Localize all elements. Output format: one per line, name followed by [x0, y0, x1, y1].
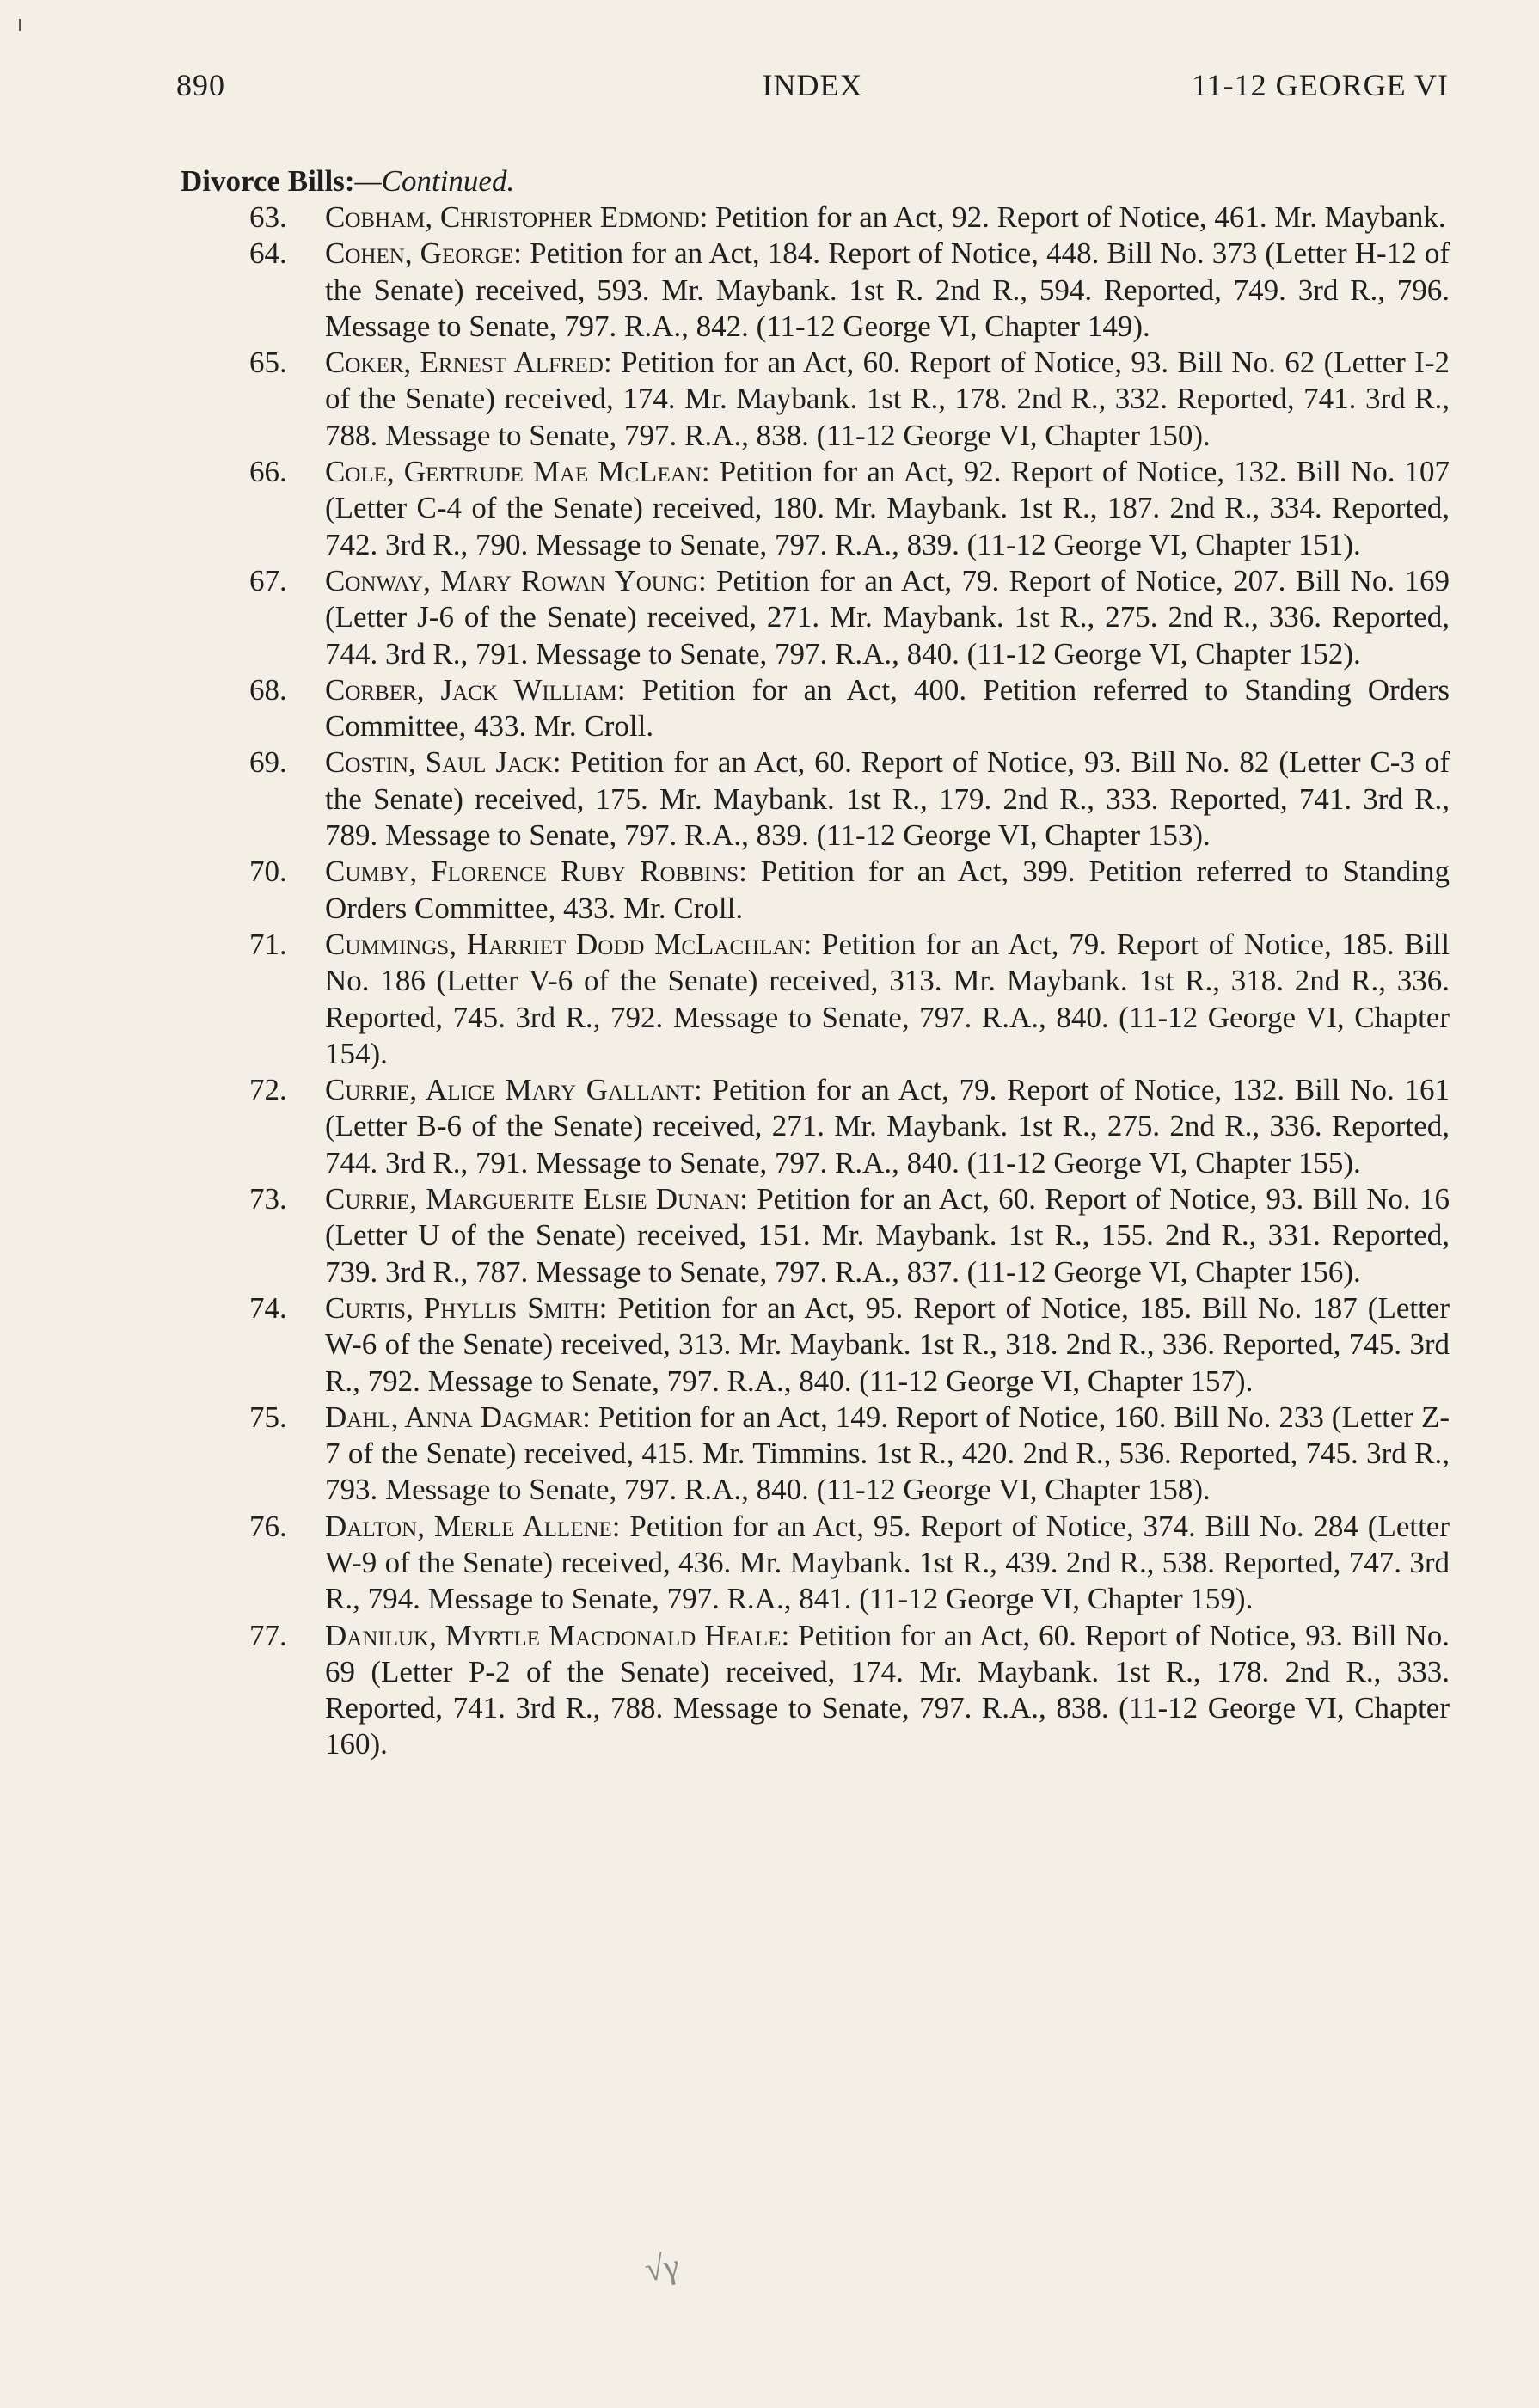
entry-text: : Petition for an Act, 184. Report of Notice, 448. Bill No. 373 (Letter H-12 of the Senate) received, 593. Mr. Maybank. 1st R. 2nd R., 594. Reported, 749. 3rd R., 796. Message to Senate, 797. R.A., 842. (11-12 George VI, Chapter 149).: [325, 236, 1450, 343]
entry-number: 65.: [249, 346, 287, 380]
entry-name: Costin, Saul Jack: [325, 745, 553, 780]
index-entry: [249, 1618, 1450, 1763]
entry-text: : Petition for an Act, 60. Report of Notice, 93. Bill No. 69 (Letter P-2 of the Senate) received, 174. Mr. Maybank. 1st R., 178. 2nd R., 333. Reported, 741. 3rd R., 788. Message to Senate, 797. R.A., 838. (11-12 George VI, Chapter 160).: [325, 1618, 1450, 1762]
entry-text: : Petition for an Act, 79. Report of Notice, 132. Bill No. 161 (Letter B-6 of the Senate) received, 271. Mr. Maybank. 1st R., 275. 2nd R., 336. Reported, 744. 3rd R., 791. Message to Senate, 797. R.A., 840. (11-12 George VI, Chapter 155).: [325, 1073, 1450, 1179]
index-entry: [249, 854, 1450, 927]
entry-name: Daniluk, Myrtle Macdonald Heale: [325, 1618, 782, 1652]
entry-text: : Petition for an Act, 399. Petition referred to Standing Orders Committee, 433. Mr. Croll.: [325, 855, 1450, 925]
index-entry: [249, 672, 1450, 745]
index-entry: [249, 1181, 1450, 1290]
entry-name: Corber, Jack William: [325, 672, 617, 707]
entry-number: 63.: [249, 200, 287, 234]
index-entry: [249, 1072, 1450, 1181]
entry-number: 68.: [249, 672, 287, 707]
entry-name: Cohen, George: [325, 236, 514, 271]
entry-text: : Petition for an Act, 95. Report of Notice, 374. Bill No. 284 (Letter W-9 of the Senate) received, 436. Mr. Maybank. 1st R., 439. 2nd R., 538. Reported, 747. 3rd R., 794. Message to Senate, 797. R.A., 841. (11-12 George VI, Chapter 159).: [325, 1509, 1450, 1616]
entry-text: : Petition for an Act, 60. Report of Notice, 93. Bill No. 16 (Letter U of the Senate) received, 151. Mr. Maybank. 1st R., 155. 2nd R., 331. Reported, 739. 3rd R., 787. Message to Senate, 797. R.A., 837. (11-12 George VI, Chapter 156).: [325, 1182, 1450, 1289]
entry-number: 76.: [249, 1509, 287, 1543]
index-entry-list: [249, 199, 1450, 1763]
section-heading: [181, 163, 514, 199]
page-number: 890: [176, 68, 225, 102]
entry-text: : Petition for an Act, 95. Report of Notice, 185. Bill No. 187 (Letter W-6 of the Senate) received, 313. Mr. Maybank. 1st R., 318. 2nd R., 336. Reported, 745. 3rd R., 792. Message to Senate, 797. R.A., 840. (11-12 George VI, Chapter 157).: [325, 1290, 1450, 1398]
index-entry: [249, 454, 1450, 563]
index-entry: [249, 236, 1450, 345]
index-entry: [249, 345, 1450, 454]
entry-number: 73.: [249, 1182, 287, 1216]
index-entry: [249, 927, 1450, 1072]
entry-name: Cumby, Florence Ruby Robbins: [325, 855, 739, 889]
handwritten-mark: √γ: [642, 2246, 682, 2289]
index-entry: [249, 563, 1450, 672]
entry-text: : Petition for an Act, 92. Report of Notice, 132. Bill No. 107 (Letter C-4 of the Senate) received, 180. Mr. Maybank. 1st R., 187. 2nd R., 334. Reported, 742. 3rd R., 790. Message to Senate, 797. R.A., 839. (11-12 George VI, Chapter 151).: [325, 455, 1450, 561]
entry-text: : Petition for an Act, 60. Report of Notice, 93. Bill No. 82 (Letter C-3 of the Senate) received, 175. Mr. Maybank. 1st R., 179. 2nd R., 333. Reported, 741. 3rd R., 789. Message to Senate, 797. R.A., 839. (11-12 George VI, Chapter 153).: [325, 745, 1450, 853]
entry-name: Cole, Gertrude Mae McLean: [325, 455, 702, 489]
entry-name: Conway, Mary Rowan Young: [325, 563, 698, 597]
entry-text: : Petition for an Act, 92. Report of Notice, 461. Mr. Maybank.: [699, 200, 1446, 234]
entry-name: Currie, Marguerite Elsie Dunan: [325, 1182, 740, 1216]
section-continued: —Continued.: [354, 164, 515, 198]
entry-number: 70.: [249, 855, 287, 889]
entry-name: Cobham, Christopher Edmond: [325, 200, 700, 234]
entry-text: : Petition for an Act, 149. Report of Notice, 160. Bill No. 233 (Letter Z-7 of the Senate) received, 415. Mr. Timmins. 1st R., 420. 2nd R., 536. Reported, 745. 3rd R., 793. Message to Senate, 797. R.A., 840. (11-12 George VI, Chapter 158).: [325, 1400, 1450, 1507]
entry-name: Curtis, Phyllis Smith: [325, 1290, 599, 1325]
entry-number: 66.: [249, 455, 287, 489]
index-entry: [249, 1400, 1450, 1509]
index-entry: [249, 1509, 1450, 1618]
section-title: Divorce Bills:: [181, 164, 355, 198]
entry-name: Coker, Ernest Alfred: [325, 346, 604, 380]
entry-name: Dahl, Anna Dagmar: [325, 1400, 583, 1434]
index-entry: [249, 199, 1450, 236]
entry-text: : Petition for an Act, 79. Report of Notice, 185. Bill No. 186 (Letter V-6 of the Senate) received, 313. Mr. Maybank. 1st R., 318. 2nd R., 336. Reported, 745. 3rd R., 792. Message to Senate, 797. R.A., 840. (11-12 George VI, Chapter 154).: [325, 927, 1450, 1070]
entry-text: : Petition for an Act, 400. Petition referred to Standing Orders Committee, 433. Mr. Croll.: [325, 672, 1450, 744]
entry-name: Currie, Alice Mary Gallant: [325, 1073, 695, 1107]
entry-name: Dalton, Merle Allene: [325, 1509, 612, 1543]
running-session: 11-12 GEORGE VI: [1192, 68, 1449, 102]
entry-number: 67.: [249, 563, 287, 597]
entry-number: 71.: [249, 927, 287, 961]
entry-number: 74.: [249, 1290, 287, 1325]
page-edge-mark: [19, 19, 21, 31]
running-title: INDEX: [762, 68, 863, 102]
index-entry: [249, 744, 1450, 854]
entry-text: : Petition for an Act, 60. Report of Notice, 93. Bill No. 62 (Letter I-2 of the Senate) received, 174. Mr. Maybank. 1st R., 178. 2nd R., 332. Reported, 741. 3rd R., 788. Message to Senate, 797. R.A., 838. (11-12 George VI, Chapter 150).: [325, 346, 1450, 452]
entry-text: : Petition for an Act, 79. Report of Notice, 207. Bill No. 169 (Letter J-6 of the Senate) received, 271. Mr. Maybank. 1st R., 275. 2nd R., 336. Reported, 744. 3rd R., 791. Message to Senate, 797. R.A., 840. (11-12 George VI, Chapter 152).: [325, 563, 1450, 671]
entry-number: 64.: [249, 236, 287, 271]
entry-number: 69.: [249, 745, 287, 780]
index-entry: [249, 1290, 1450, 1400]
entry-number: 72.: [249, 1073, 287, 1107]
entry-number: 75.: [249, 1400, 287, 1434]
page-header: [176, 67, 1449, 110]
entry-number: 77.: [249, 1618, 287, 1652]
entry-name: Cummings, Harriet Dodd McLachlan: [325, 927, 804, 961]
